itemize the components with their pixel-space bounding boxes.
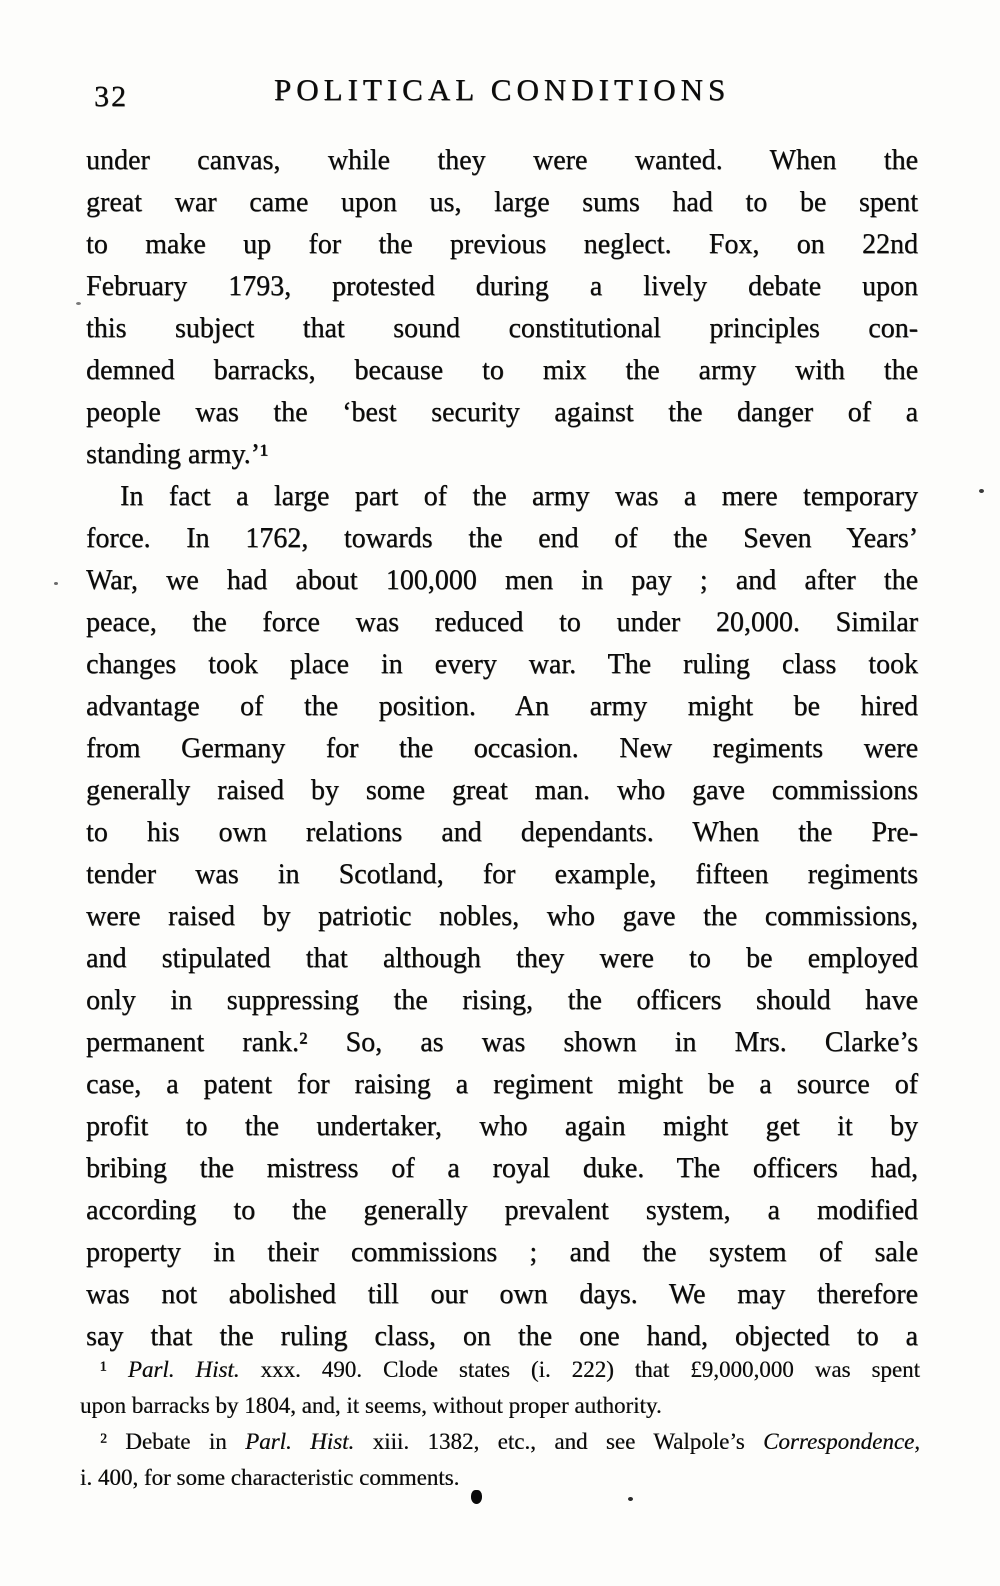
- text-line: to make up for the previous neglect. Fox, on 22nd: [86, 229, 918, 260]
- footnotes: [80, 1352, 920, 1496]
- text-line: peace, the force was reduced to under 20,000. Similar: [86, 607, 918, 638]
- footnote-text: ¹: [100, 1357, 128, 1382]
- text-line: from Germany for the occasion. New regiments were: [86, 733, 918, 764]
- body-text: [86, 140, 918, 1358]
- text-line: War, we had about 100,000 men in pay ; and after the: [86, 565, 918, 596]
- text-line: was not abolished till our own days. We may therefore: [86, 1279, 918, 1310]
- footnote-text: upon barracks by 1804, and, it seems, without proper authority.: [80, 1393, 662, 1418]
- text-line: people was the ‘best security against the danger of a: [86, 397, 918, 428]
- text-line: standing army.’¹: [86, 439, 269, 470]
- footnote-line: [80, 1424, 920, 1460]
- ink-dot: [471, 1490, 482, 1504]
- paragraph: [86, 476, 918, 1358]
- text-line: generally raised by some great man. who gave commissions: [86, 775, 918, 806]
- ink-speck: [76, 302, 81, 305]
- ink-speck: [54, 582, 58, 585]
- footnote-text: xiii. 1382, etc., and see Walpole’s: [354, 1429, 764, 1454]
- text-line: great war came upon us, large sums had to be spent: [86, 187, 918, 218]
- text-line: according to the generally prevalent system, a modified: [86, 1195, 918, 1226]
- text-line: bribing the mistress of a royal duke. The officers had,: [86, 1153, 918, 1184]
- text-line: this subject that sound constitutional principles con-: [86, 313, 918, 344]
- text-line: profit to the undertaker, who again might get it by: [86, 1111, 918, 1142]
- text-line: under canvas, while they were wanted. When the: [86, 145, 918, 176]
- text-line: tender was in Scotland, for example, fifteen regiments: [86, 859, 918, 890]
- footnote: [80, 1352, 920, 1424]
- text-line: only in suppressing the rising, the officers should have: [86, 985, 918, 1016]
- text-line: advantage of the position. An army might be hired: [86, 691, 918, 722]
- ink-speck: [628, 1497, 633, 1501]
- text-line: property in their commissions ; and the system of sale: [86, 1237, 918, 1268]
- footnote-text: i. 400, for some characteristic comments.: [80, 1465, 460, 1490]
- footnote-citation: Correspondence,: [763, 1429, 921, 1454]
- footnote-line: [80, 1460, 920, 1496]
- text-line: force. In 1762, towards the end of the Seven Years’: [86, 523, 918, 554]
- page-header-row: [86, 72, 918, 116]
- footnote-citation: Parl. Hist.: [127, 1357, 240, 1382]
- text-line: to his own relations and dependants. When the Pre-: [86, 817, 918, 848]
- page-number: 32: [94, 80, 128, 113]
- text-line: changes took place in every war. The ruling class took: [86, 649, 918, 680]
- text-line: In fact a large part of the army was a mere temporary: [120, 481, 918, 512]
- footnote-text: ² Debate in: [100, 1429, 246, 1454]
- text-line: February 1793, protested during a lively debate upon: [86, 271, 918, 302]
- footnote-citation: Parl. Hist.: [245, 1429, 355, 1454]
- text-line: say that the ruling class, on the one hand, objected to a: [86, 1321, 918, 1352]
- text-line: demned barracks, because to mix the army with the: [86, 355, 918, 386]
- text-line: and stipulated that although they were to be employed: [86, 943, 918, 974]
- ink-speck: [979, 489, 984, 493]
- text-line: were raised by patriotic nobles, who gave the commissions,: [86, 901, 918, 932]
- paragraph: [86, 140, 918, 476]
- footnote-text: xxx. 490. Clode states (i. 222) that £9,000,000 was spent: [239, 1357, 920, 1382]
- text-line: case, a patent for raising a regiment might be a source of: [86, 1069, 918, 1100]
- footnote-line: [80, 1388, 920, 1424]
- footnote: [80, 1424, 920, 1496]
- running-header: POLITICAL CONDITIONS: [273, 72, 731, 107]
- footnote-line: [80, 1352, 920, 1388]
- text-line: permanent rank.² So, as was shown in Mrs. Clarke’s: [86, 1027, 918, 1058]
